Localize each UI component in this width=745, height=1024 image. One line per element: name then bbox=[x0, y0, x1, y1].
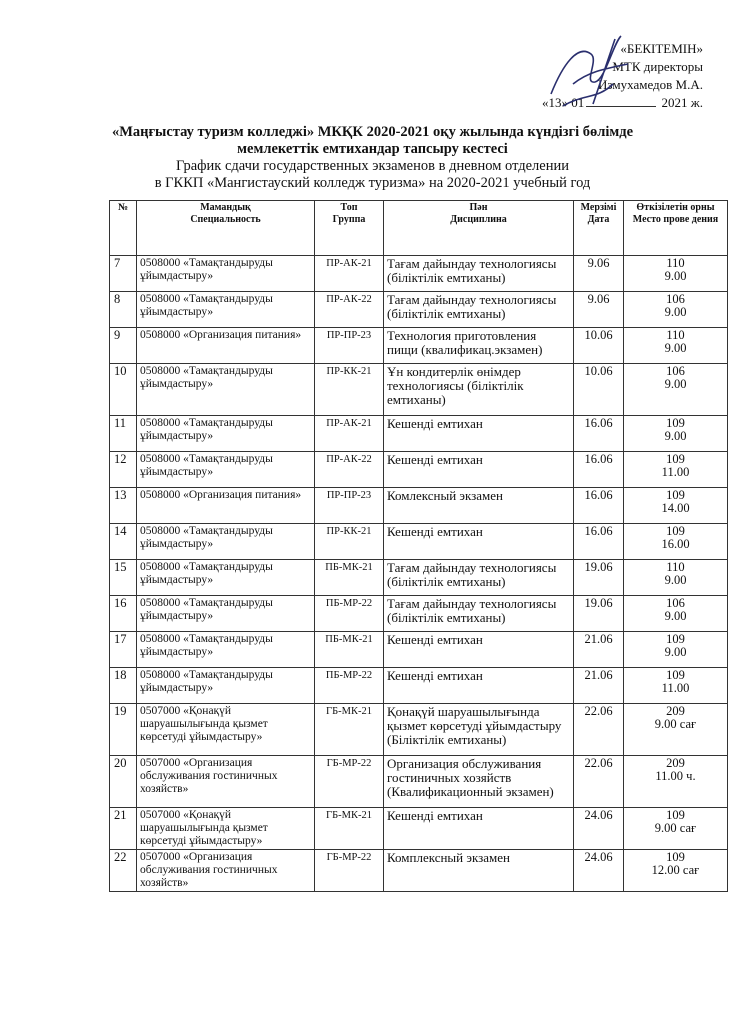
title-ru-line-1: График сдачи государственных экзаменов в дневном отделении bbox=[175, 158, 569, 174]
row-time: 11.00 bbox=[661, 681, 690, 695]
row-discipline: Қонақүй шаруашылығында қызмет көрсетуді ұйымдастыру (Біліктілік емтиханы) bbox=[384, 704, 574, 756]
approval-date-month: 01 bbox=[571, 95, 585, 110]
row-place bbox=[624, 704, 728, 756]
header-place: Өткізілетін орны Место прове дения bbox=[624, 201, 728, 256]
row-room: 106 bbox=[666, 596, 685, 610]
row-room: 110 bbox=[666, 560, 685, 574]
row-group: ПР-ПР-23 bbox=[315, 328, 384, 364]
table-row bbox=[110, 704, 728, 756]
row-time: 9.00 bbox=[664, 609, 687, 623]
row-time: 12.00 сағ bbox=[651, 863, 700, 877]
row-number: 7 bbox=[110, 256, 137, 292]
row-place bbox=[624, 292, 728, 328]
signature-scribble bbox=[543, 24, 635, 116]
header-num: № bbox=[110, 201, 137, 256]
row-time: 9.00 bbox=[664, 645, 687, 659]
row-place bbox=[624, 364, 728, 416]
row-specialty: 0507000 «Организация обслуживания гостиничных хозяйств» bbox=[137, 756, 315, 808]
row-place bbox=[624, 452, 728, 488]
title-ru-line-2: в ГККП «Мангистауский колледж туризма» на 2020-2021 учебный год bbox=[154, 175, 591, 191]
row-place bbox=[624, 560, 728, 596]
row-room: 106 bbox=[666, 292, 685, 306]
row-date: 10.06 bbox=[574, 328, 624, 364]
document-titles bbox=[0, 124, 745, 192]
row-group: ПБ-МК-21 bbox=[315, 632, 384, 668]
row-specialty: 0508000 «Тамақтандыруды ұйымдастыру» bbox=[137, 452, 315, 488]
row-number: 12 bbox=[110, 452, 137, 488]
row-group: ПР-КК-21 bbox=[315, 524, 384, 560]
row-place bbox=[624, 668, 728, 704]
row-discipline: Тағам дайындау технологиясы (біліктілік емтиханы) bbox=[384, 560, 574, 596]
table-row bbox=[110, 524, 728, 560]
row-group: ПБ-МК-21 bbox=[315, 560, 384, 596]
row-specialty: 0507000 «Қонақүй шаруашылығында қызмет көрсетуді ұйымдастыру» bbox=[137, 704, 315, 756]
row-time: 9.00 bbox=[664, 305, 687, 319]
row-discipline: Технология приготовления пищи (квалификац.экзамен) bbox=[384, 328, 574, 364]
row-specialty: 0508000 «Тамақтандыруды ұйымдастыру» bbox=[137, 256, 315, 292]
title-kz-line-2: мемлекеттік емтихандар тапсыру кестесі bbox=[237, 141, 508, 157]
row-specialty: 0508000 «Тамақтандыруды ұйымдастыру» bbox=[137, 364, 315, 416]
row-time: 9.00 сағ bbox=[654, 717, 697, 731]
row-group: ПР-АК-22 bbox=[315, 452, 384, 488]
row-place bbox=[624, 488, 728, 524]
table-row bbox=[110, 596, 728, 632]
row-room: 106 bbox=[666, 364, 685, 378]
row-discipline: Комлексный экзамен bbox=[384, 488, 574, 524]
approval-line-2: МТК директоры bbox=[612, 59, 703, 74]
row-date: 16.06 bbox=[574, 488, 624, 524]
table-row bbox=[110, 668, 728, 704]
row-discipline: Тағам дайындау технологиясы (біліктілік емтиханы) bbox=[384, 596, 574, 632]
row-number: 20 bbox=[110, 756, 137, 808]
row-date: 19.06 bbox=[574, 596, 624, 632]
row-place bbox=[624, 596, 728, 632]
row-group: ГБ-МК-21 bbox=[315, 704, 384, 756]
table-row bbox=[110, 560, 728, 596]
row-place bbox=[624, 256, 728, 292]
row-date: 19.06 bbox=[574, 560, 624, 596]
row-room: 110 bbox=[666, 328, 685, 342]
row-specialty: 0508000 «Организация питания» bbox=[137, 488, 315, 524]
row-discipline: Кешенді емтихан bbox=[384, 808, 574, 850]
row-date: 22.06 bbox=[574, 756, 624, 808]
row-date: 16.06 bbox=[574, 452, 624, 488]
row-number: 13 bbox=[110, 488, 137, 524]
row-number: 14 bbox=[110, 524, 137, 560]
row-date: 9.06 bbox=[574, 292, 624, 328]
row-discipline: Организация обслуживания гостиничных хозяйств (Квалификационный экзамен) bbox=[384, 756, 574, 808]
row-group: ГБ-МР-22 bbox=[315, 850, 384, 892]
row-date: 24.06 bbox=[574, 808, 624, 850]
row-place bbox=[624, 524, 728, 560]
row-specialty: 0508000 «Тамақтандыруды ұйымдастыру» bbox=[137, 292, 315, 328]
approval-line-1: «БЕКІТЕМІН» bbox=[620, 41, 703, 56]
row-date: 16.06 bbox=[574, 524, 624, 560]
table-row bbox=[110, 808, 728, 850]
table-row bbox=[110, 756, 728, 808]
row-group: ГБ-МК-21 bbox=[315, 808, 384, 850]
table-header-row bbox=[110, 201, 728, 256]
approval-date-prefix: « bbox=[542, 95, 549, 110]
row-place bbox=[624, 328, 728, 364]
row-date: 21.06 bbox=[574, 632, 624, 668]
table-row bbox=[110, 328, 728, 364]
row-number: 21 bbox=[110, 808, 137, 850]
row-room: 109 bbox=[666, 808, 685, 822]
row-time: 9.00 bbox=[664, 573, 687, 587]
row-specialty: 0508000 «Тамақтандыруды ұйымдастыру» bbox=[137, 596, 315, 632]
row-date: 9.06 bbox=[574, 256, 624, 292]
row-room: 110 bbox=[666, 256, 685, 270]
header-discipline: Пән Дисциплина bbox=[384, 201, 574, 256]
row-room: 109 bbox=[666, 416, 685, 430]
row-time: 11.00 ч. bbox=[655, 769, 696, 783]
row-time: 11.00 bbox=[661, 465, 690, 479]
row-discipline: Ұн кондитерлік өнімдер технологиясы (біліктілік емтиханы) bbox=[384, 364, 574, 416]
row-date: 22.06 bbox=[574, 704, 624, 756]
row-specialty: 0508000 «Тамақтандыруды ұйымдастыру» bbox=[137, 524, 315, 560]
row-date: 16.06 bbox=[574, 416, 624, 452]
row-group: ГБ-МР-22 bbox=[315, 756, 384, 808]
row-specialty: 0507000 «Қонақүй шаруашылығында қызмет көрсетуді ұйымдастыру» bbox=[137, 808, 315, 850]
row-room: 109 bbox=[666, 632, 685, 646]
row-place bbox=[624, 416, 728, 452]
row-discipline: Кешенді емтихан bbox=[384, 524, 574, 560]
row-time: 9.00 bbox=[664, 377, 687, 391]
row-room: 109 bbox=[666, 524, 685, 538]
row-discipline: Кешенді емтихан bbox=[384, 416, 574, 452]
row-group: ПР-ПР-23 bbox=[315, 488, 384, 524]
row-number: 8 bbox=[110, 292, 137, 328]
row-group: ПР-КК-21 bbox=[315, 364, 384, 416]
row-discipline: Кешенді емтихан bbox=[384, 452, 574, 488]
row-number: 17 bbox=[110, 632, 137, 668]
row-group: ПР-АК-21 bbox=[315, 416, 384, 452]
approval-date-sep: » bbox=[561, 95, 569, 110]
row-date: 21.06 bbox=[574, 668, 624, 704]
row-discipline: Комплексный экзамен bbox=[384, 850, 574, 892]
row-number: 18 bbox=[110, 668, 137, 704]
row-number: 15 bbox=[110, 560, 137, 596]
row-discipline: Тағам дайындау технологиясы (біліктілік емтиханы) bbox=[384, 256, 574, 292]
table-row bbox=[110, 488, 728, 524]
row-discipline: Кешенді емтихан bbox=[384, 668, 574, 704]
row-date: 24.06 bbox=[574, 850, 624, 892]
table-row bbox=[110, 416, 728, 452]
row-room: 109 bbox=[666, 452, 685, 466]
row-specialty: 0508000 «Организация питания» bbox=[137, 328, 315, 364]
row-specialty: 0507000 «Организация обслуживания гостиничных хозяйств» bbox=[137, 850, 315, 892]
table-row bbox=[110, 256, 728, 292]
table-row bbox=[110, 364, 728, 416]
row-group: ПБ-МР-22 bbox=[315, 668, 384, 704]
row-room: 209 bbox=[666, 704, 685, 718]
row-group: ПР-АК-22 bbox=[315, 292, 384, 328]
row-discipline: Тағам дайындау технологиясы (біліктілік емтиханы) bbox=[384, 292, 574, 328]
row-number: 9 bbox=[110, 328, 137, 364]
row-room: 109 bbox=[666, 850, 685, 864]
approval-date-day: 13 bbox=[548, 95, 562, 110]
exam-schedule-table bbox=[109, 200, 728, 892]
approval-year: 2021 ж. bbox=[661, 95, 703, 110]
header-date: Мерзімі Дата bbox=[574, 201, 624, 256]
row-group: ПБ-МР-22 bbox=[315, 596, 384, 632]
table-row bbox=[110, 292, 728, 328]
row-room: 209 bbox=[666, 756, 685, 770]
title-kz-line-1: «Маңғыстау туризм колледжі» МКҚК 2020-2021 оқу жылында күндізгі бөлімде bbox=[111, 124, 634, 140]
row-room: 109 bbox=[666, 668, 685, 682]
row-place bbox=[624, 756, 728, 808]
row-specialty: 0508000 «Тамақтандыруды ұйымдастыру» bbox=[137, 632, 315, 668]
row-date: 10.06 bbox=[574, 364, 624, 416]
row-specialty: 0508000 «Тамақтандыруды ұйымдастыру» bbox=[137, 668, 315, 704]
table-row bbox=[110, 452, 728, 488]
table-row bbox=[110, 632, 728, 668]
header-specialty: Мамандық Специальность bbox=[137, 201, 315, 256]
row-discipline: Кешенді емтихан bbox=[384, 632, 574, 668]
row-time: 9.00 сағ bbox=[654, 821, 697, 835]
header-group: Топ Группа bbox=[315, 201, 384, 256]
row-place bbox=[624, 850, 728, 892]
row-time: 16.00 bbox=[661, 537, 690, 551]
row-place bbox=[624, 632, 728, 668]
row-specialty: 0508000 «Тамақтандыруды ұйымдастыру» bbox=[137, 416, 315, 452]
row-number: 19 bbox=[110, 704, 137, 756]
table-row bbox=[110, 850, 728, 892]
row-number: 10 bbox=[110, 364, 137, 416]
row-time: 9.00 bbox=[664, 429, 687, 443]
row-specialty: 0508000 «Тамақтандыруды ұйымдастыру» bbox=[137, 560, 315, 596]
approval-line-3: Измухамедов М.А. bbox=[598, 77, 703, 92]
row-number: 16 bbox=[110, 596, 137, 632]
row-group: ПР-АК-21 bbox=[315, 256, 384, 292]
row-room: 109 bbox=[666, 488, 685, 502]
row-time: 9.00 bbox=[664, 269, 687, 283]
row-number: 22 bbox=[110, 850, 137, 892]
row-place bbox=[624, 808, 728, 850]
row-time: 14.00 bbox=[661, 501, 690, 515]
row-number: 11 bbox=[110, 416, 137, 452]
row-time: 9.00 bbox=[664, 341, 687, 355]
